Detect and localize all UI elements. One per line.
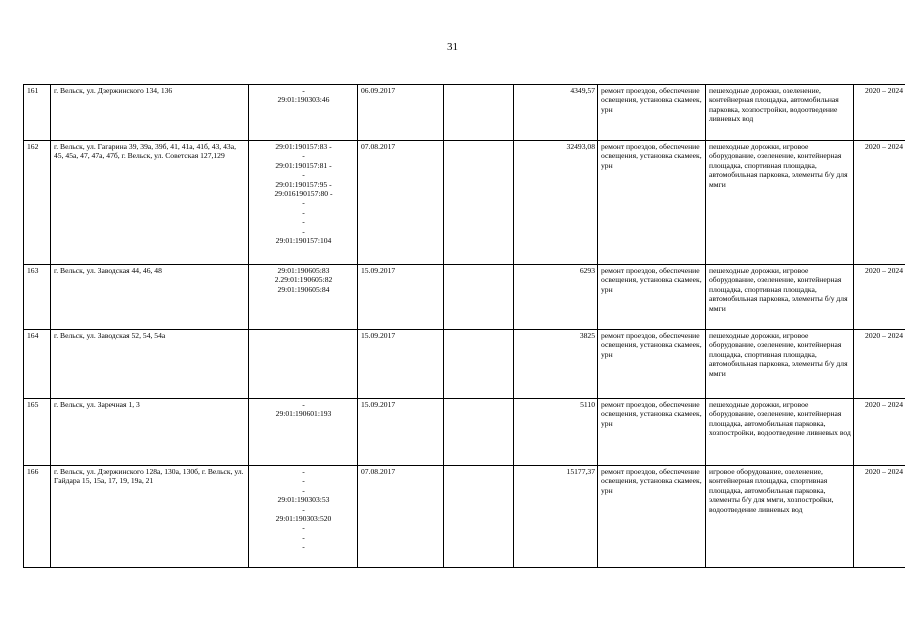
row-number: 162 (24, 141, 51, 265)
date-cell: 07.08.2017 (358, 466, 444, 568)
area-cell: 6293 (514, 265, 598, 330)
empty-cell (444, 330, 514, 399)
address-cell: г. Вельск, ул. Дзержинского 134, 136 (51, 85, 249, 141)
additional-works-cell: пешеходные дорожки, озеленение, контейнерная площадка, автомобильная парковка, хозпостройки, водоотведение ливневых вод (706, 85, 854, 141)
page-number: 31 (447, 41, 458, 53)
cadastral-cell (249, 399, 358, 466)
minimum-works-cell: ремонт проездов, обеспечение освещения, установка скамеек, урн (598, 466, 706, 568)
cadastral-cell (249, 466, 358, 568)
cadastral-number: 29:01:190303:520 (275, 514, 332, 524)
table-body (24, 85, 905, 568)
years-cell: 2020 – 2024 (854, 141, 905, 265)
row-number: 165 (24, 399, 51, 466)
additional-works-cell: игровое оборудование, озеленение, контейнерная площадка, спортивная площадка, автомобильная парковка, элементы б/у для ммги, хозпостройки, водоотведение ливневых вод (706, 466, 854, 568)
area-cell: 15177,37 (514, 466, 598, 568)
years-cell: 2020 – 2024 (854, 399, 905, 466)
row-number: 163 (24, 265, 51, 330)
table-row (24, 466, 905, 568)
cadastral-number: 29:01:190601:193 (275, 409, 332, 419)
cadastral-number: 29:01:190157:81 - (275, 160, 332, 170)
area-cell: 3825 (514, 330, 598, 399)
address-cell: г. Вельск, ул. Гагарина 39, 39а, 39б, 41, 41а, 41б, 43, 43а, 45, 45а, 47, 47а, 47б, г. Вельск, ул. Советская 127,129 (51, 141, 249, 265)
address-cell: г. Вельск, ул. Заречная 1, 3 (51, 399, 249, 466)
cadastral-number: - (302, 226, 305, 236)
date-cell: 15.09.2017 (358, 330, 444, 399)
row-number: 166 (24, 466, 51, 568)
table-row (24, 399, 905, 466)
cadastral-number: 29:01:190157:95 - (275, 179, 332, 189)
cadastral-number: - (302, 151, 305, 161)
years-cell: 2020 – 2024 (854, 466, 905, 568)
address-cell: г. Вельск, ул. Дзержинского 128а, 130а, 130б, г. Вельск, ул. Гайдара 15, 15а, 17, 19, 19а, 21 (51, 466, 249, 568)
address-cell: г. Вельск, ул. Заводская 44, 46, 48 (51, 265, 249, 330)
address-cell: г. Вельск, ул. Заводская 52, 54, 54а (51, 330, 249, 399)
cadastral-number: 29:01:190605:83 (277, 266, 330, 275)
minimum-works-cell: ремонт проездов, обеспечение освещения, установка скамеек, урн (598, 265, 706, 330)
cadastral-number: - (302, 217, 305, 227)
cadastral-number: - (302, 504, 305, 514)
cadastral-cell (249, 141, 358, 265)
table-row (24, 141, 905, 265)
cadastral-number: 2.29:01:190605:82 (274, 275, 333, 285)
area-cell: 5110 (514, 399, 598, 466)
area-cell: 4349,57 (514, 85, 598, 141)
empty-cell (444, 141, 514, 265)
minimum-works-cell: ремонт проездов, обеспечение освещения, установка скамеек, урн (598, 85, 706, 141)
table-row (24, 85, 905, 141)
cadastral-number: - (302, 170, 305, 180)
cadastral-number: - (302, 467, 305, 476)
additional-works-cell: пешеходные дорожки, игровое оборудование, озеленение, контейнерная площадка, спортивная площадка, автомобильная парковка, элементы б/у для ммги (706, 141, 854, 265)
empty-cell (444, 265, 514, 330)
row-number: 161 (24, 85, 51, 141)
cadastral-number: - (302, 86, 305, 95)
cadastral-cell (249, 265, 358, 330)
cadastral-number: 29:01:190303:53 (277, 495, 330, 505)
cadastral-number: - (302, 523, 305, 533)
empty-cell (444, 466, 514, 568)
additional-works-cell: пешеходные дорожки, игровое оборудование, озеленение, контейнерная площадка, автомобильная парковка, хозпостройки, водоотведение ливневых вод (706, 399, 854, 466)
cadastral-number: - (302, 485, 305, 495)
years-cell: 2020 – 2024 (854, 85, 905, 141)
minimum-works-cell: ремонт проездов, обеспечение освещения, установка скамеек, урн (598, 141, 706, 265)
years-cell: 2020 – 2024 (854, 330, 905, 399)
cadastral-number: 29:01:190303:46 (277, 95, 330, 105)
minimum-works-cell: ремонт проездов, обеспечение освещения, установка скамеек, урн (598, 399, 706, 466)
table-row (24, 265, 905, 330)
cadastral-cell (249, 330, 358, 399)
courtyard-registry-table (23, 84, 905, 568)
cadastral-number: - (302, 476, 305, 486)
cadastral-number: 29:01:190157:83 - (275, 142, 332, 151)
additional-works-cell: пешеходные дорожки, игровое оборудование, озеленение, контейнерная площадка, спортивная площадка, автомобильная парковка, элементы б/у для ммги (706, 265, 854, 330)
cadastral-number: - (302, 400, 305, 409)
area-cell: 32493,08 (514, 141, 598, 265)
cadastral-cell (249, 85, 358, 141)
years-cell: 2020 – 2024 (854, 265, 905, 330)
minimum-works-cell: ремонт проездов, обеспечение освещения, установка скамеек, урн (598, 330, 706, 399)
empty-cell (444, 399, 514, 466)
empty-cell (444, 85, 514, 141)
cadastral-number: 29:01:190157:104 (275, 236, 332, 246)
cadastral-number: - (302, 207, 305, 217)
date-cell: 15.09.2017 (358, 399, 444, 466)
cadastral-number: 29:016190157:80 - (274, 189, 333, 199)
date-cell: 06.09.2017 (358, 85, 444, 141)
additional-works-cell: пешеходные дорожки, игровое оборудование, озеленение, контейнерная площадка, спортивная площадка, автомобильная парковка, элементы б/у для ммги (706, 330, 854, 399)
cadastral-number: - (302, 542, 305, 552)
cadastral-number: 29:01:190605:84 (277, 284, 330, 294)
table-row (24, 330, 905, 399)
row-number: 164 (24, 330, 51, 399)
date-cell: 07.08.2017 (358, 141, 444, 265)
cadastral-number: - (302, 532, 305, 542)
cadastral-number: - (302, 198, 305, 208)
date-cell: 15.09.2017 (358, 265, 444, 330)
